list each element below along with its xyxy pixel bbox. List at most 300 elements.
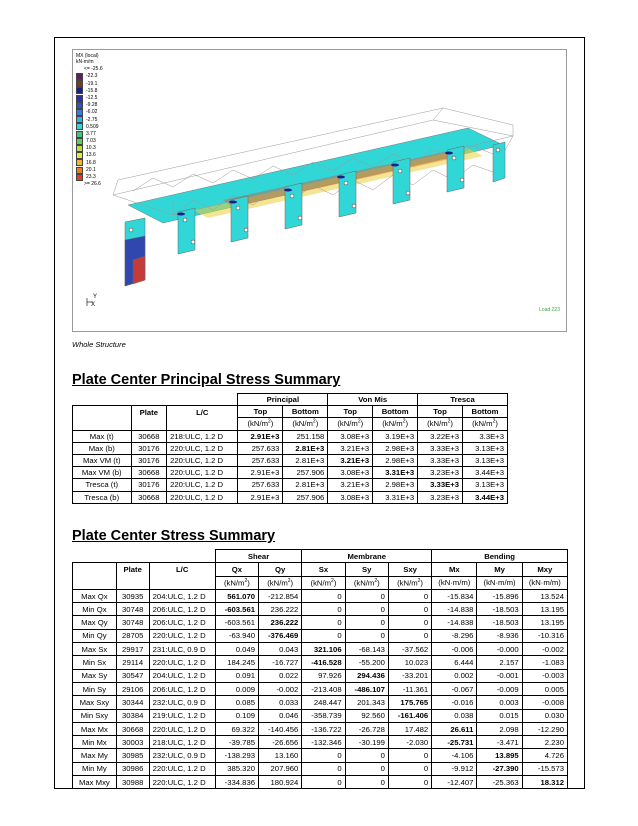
value-cell: -25.731 <box>432 736 477 749</box>
plate-cell: 30668 <box>131 491 167 503</box>
unit-base: (kN/m <box>337 419 358 429</box>
unit-sup: 2 <box>312 418 316 425</box>
value-cell: -0.009 <box>477 682 522 695</box>
unit-cell <box>373 418 418 430</box>
table-row <box>73 682 568 695</box>
value-cell: -0.001 <box>477 669 522 682</box>
table-row <box>73 696 568 709</box>
table-row <box>73 603 568 616</box>
value-cell: 3.13E+3 <box>463 479 508 491</box>
lc-cell: 218:ULC, 1.2 D <box>149 736 215 749</box>
unit-end: ) <box>315 419 319 429</box>
plate-cell: 28705 <box>116 629 149 642</box>
value-cell: -603.561 <box>215 616 258 629</box>
column-header-row <box>73 406 508 418</box>
value-cell: 0.033 <box>259 696 302 709</box>
value-cell: -3.471 <box>477 736 522 749</box>
lc-cell: 219:ULC, 1.2 D <box>149 709 215 722</box>
column-header: Top <box>238 406 283 418</box>
table-row <box>73 669 568 682</box>
unit-cell <box>463 418 508 430</box>
value-cell: -11.361 <box>388 682 431 695</box>
value-cell: -18.503 <box>477 616 522 629</box>
legend-label: 10.3 <box>86 145 96 152</box>
unit-row <box>73 576 568 589</box>
column-header-row <box>73 563 568 576</box>
axis-x-label: X <box>91 302 96 308</box>
value-cell: 0 <box>302 776 345 789</box>
value-cell: 3.21E+3 <box>328 454 373 466</box>
value-cell: 6.444 <box>432 656 477 669</box>
group-header: Tresca <box>418 394 508 406</box>
table-row <box>73 629 568 642</box>
value-cell: 257.906 <box>283 491 328 503</box>
value-cell: 3.33E+3 <box>418 479 463 491</box>
value-cell: 4.726 <box>522 749 567 762</box>
unit-cell <box>215 576 258 589</box>
table-row <box>73 736 568 749</box>
load-case-tag: Load 223 <box>539 307 560 313</box>
column-header: Bottom <box>373 406 418 418</box>
unit-cell <box>388 576 431 589</box>
column-header: My <box>477 563 522 576</box>
legend-label: 7.03 <box>86 138 96 145</box>
value-cell: 0.091 <box>215 669 258 682</box>
value-cell: 257.906 <box>283 467 328 479</box>
unit-sup: 2 <box>417 577 421 584</box>
value-cell: 0 <box>388 629 431 642</box>
plate-cell: 30668 <box>131 467 167 479</box>
row-label: Max Sy <box>73 669 117 682</box>
lc-cell: 231:ULC, 0.9 D <box>149 643 215 656</box>
row-label: Max Mx <box>73 722 117 735</box>
value-cell: 257.633 <box>238 479 283 491</box>
unit-base: (kN/m <box>292 419 313 429</box>
value-cell: -334.836 <box>215 776 258 789</box>
value-cell: 0.002 <box>432 669 477 682</box>
unit-cell <box>328 418 373 430</box>
unit-base: (kN/m <box>427 419 448 429</box>
table-row <box>73 442 508 454</box>
value-cell: 2.098 <box>477 722 522 735</box>
lc-cell: 218:ULC, 1.2 D <box>167 430 238 442</box>
value-cell: -9.912 <box>432 762 477 775</box>
legend-label: -19.1 <box>86 80 98 87</box>
value-cell: -136.722 <box>302 722 345 735</box>
value-cell: 0 <box>388 776 431 789</box>
plate-cell: 30384 <box>116 709 149 722</box>
blank-cell <box>73 418 132 430</box>
value-cell: 385.320 <box>215 762 258 775</box>
plate-cell: 30176 <box>131 454 167 466</box>
lc-cell: 220:ULC, 1.2 D <box>167 491 238 503</box>
value-cell: 3.31E+3 <box>373 467 418 479</box>
column-header: L/C <box>149 563 215 576</box>
column-header: Plate <box>116 563 149 576</box>
lc-cell: 206:ULC, 1.2 D <box>149 616 215 629</box>
lc-cell: 220:ULC, 1.2 D <box>149 722 215 735</box>
value-cell: 3.08E+3 <box>328 430 373 442</box>
value-cell: -25.363 <box>477 776 522 789</box>
value-cell: 0.022 <box>259 669 302 682</box>
value-cell: 97.926 <box>302 669 345 682</box>
unit-cell <box>302 576 345 589</box>
column-header: Bottom <box>463 406 508 418</box>
value-cell: 2.81E+3 <box>283 442 328 454</box>
value-cell: 251.158 <box>283 430 328 442</box>
group-header-row <box>73 394 508 406</box>
lc-cell: 232:ULC, 0.9 D <box>149 749 215 762</box>
blank-cell <box>149 576 215 589</box>
value-cell: 0.015 <box>477 709 522 722</box>
legend-label: 20.1 <box>86 166 96 173</box>
legend-label: -2.75 <box>86 116 98 123</box>
structure-figure <box>72 49 567 332</box>
legend-label: 23.3 <box>86 174 96 181</box>
structure-render <box>73 50 567 332</box>
value-cell: 0.009 <box>215 682 258 695</box>
value-cell: 3.21E+3 <box>328 442 373 454</box>
value-cell: 561.070 <box>215 589 258 602</box>
table-row <box>73 589 568 602</box>
unit-cell: (kN·m/m) <box>432 576 477 589</box>
group-header: Membrane <box>302 550 432 563</box>
unit-row <box>73 418 508 430</box>
unit-end: ) <box>495 419 498 429</box>
value-cell: 3.19E+3 <box>373 430 418 442</box>
blank-cell <box>73 550 216 563</box>
row-label: Min Sy <box>73 682 117 695</box>
row-label: Max Qy <box>73 616 117 629</box>
column-header: Sxy <box>388 563 431 576</box>
row-label: Tresca (t) <box>73 479 132 491</box>
value-cell: 26.611 <box>432 722 477 735</box>
value-cell: 0.003 <box>477 696 522 709</box>
value-cell: -0.002 <box>259 682 302 695</box>
blank-cell <box>73 394 238 406</box>
row-label: Max Qx <box>73 589 117 602</box>
table-row <box>73 709 568 722</box>
value-cell: 3.08E+3 <box>328 467 373 479</box>
value-cell: -212.854 <box>259 589 302 602</box>
blank-cell <box>116 576 149 589</box>
lc-cell: 220:ULC, 1.2 D <box>167 467 238 479</box>
unit-base: (kN/m <box>247 419 268 429</box>
value-cell: 92.560 <box>345 709 388 722</box>
legend-label: -22.3 <box>86 73 98 80</box>
value-cell: 3.21E+3 <box>328 479 373 491</box>
value-cell: 3.44E+3 <box>463 467 508 479</box>
value-cell: -27.390 <box>477 762 522 775</box>
value-cell: 0 <box>388 616 431 629</box>
table-row <box>73 454 508 466</box>
legend-label: 13.6 <box>86 152 96 159</box>
row-label: Max VM (t) <box>73 454 132 466</box>
value-cell: -603.561 <box>215 603 258 616</box>
value-cell: 257.633 <box>238 454 283 466</box>
unit-end: ) <box>360 419 364 429</box>
value-cell: 3.44E+3 <box>463 491 508 503</box>
value-cell: 0 <box>302 603 345 616</box>
unit-cell: (kN·m/m) <box>522 576 567 589</box>
unit-cell: (kN·m/m) <box>477 576 522 589</box>
lc-cell: 204:ULC, 1.2 D <box>149 669 215 682</box>
value-cell: 184.245 <box>215 656 258 669</box>
lc-cell: 220:ULC, 1.2 D <box>167 479 238 491</box>
row-label: Max VM (b) <box>73 467 132 479</box>
plate-cell: 30986 <box>116 762 149 775</box>
value-cell: -15.896 <box>477 589 522 602</box>
unit-cell <box>345 576 388 589</box>
plate-cell: 30748 <box>116 616 149 629</box>
lc-cell: 206:ULC, 1.2 D <box>149 682 215 695</box>
column-header: Top <box>328 406 373 418</box>
value-cell: -15.573 <box>522 762 567 775</box>
value-cell: 0.005 <box>522 682 567 695</box>
unit-sup: 2 <box>244 577 248 584</box>
value-cell: 0.085 <box>215 696 258 709</box>
value-cell: -1.083 <box>522 656 567 669</box>
principal-heading: Plate Center Principal Stress Summary <box>72 372 341 388</box>
legend-label: -6.02 <box>86 109 98 116</box>
legend-label: -12.5 <box>86 94 98 101</box>
value-cell: 3.22E+3 <box>418 430 463 442</box>
value-cell: -0.016 <box>432 696 477 709</box>
legend-label: >= 26.6 <box>84 181 101 188</box>
value-cell: -14.838 <box>432 616 477 629</box>
plate-cell: 30935 <box>116 589 149 602</box>
row-label: Max Sxy <box>73 696 117 709</box>
value-cell: 0 <box>388 589 431 602</box>
value-cell: 0 <box>388 603 431 616</box>
column-header: Mx <box>432 563 477 576</box>
table-row <box>73 430 508 442</box>
blank-cell <box>73 406 132 418</box>
unit-end: ) <box>247 578 250 588</box>
value-cell: -55.200 <box>345 656 388 669</box>
value-cell: -0.000 <box>477 643 522 656</box>
row-label: Max (b) <box>73 442 132 454</box>
value-cell: 13.195 <box>522 603 567 616</box>
value-cell: -213.408 <box>302 682 345 695</box>
value-cell: 3.23E+3 <box>418 467 463 479</box>
column-header: Mxy <box>522 563 567 576</box>
value-cell: -16.727 <box>259 656 302 669</box>
stress-summary-table <box>72 549 568 789</box>
row-label: Min Sxy <box>73 709 117 722</box>
row-label: Max Sx <box>73 643 117 656</box>
value-cell: -10.316 <box>522 629 567 642</box>
legend-label: 3.77 <box>86 130 96 137</box>
unit-base: (kN/m <box>382 419 403 429</box>
value-cell: 294.436 <box>345 669 388 682</box>
legend-unit: kN-m/m <box>76 59 94 66</box>
value-cell: 13.195 <box>522 616 567 629</box>
row-label: Max My <box>73 749 117 762</box>
value-cell: 2.81E+3 <box>283 479 328 491</box>
value-cell: 13.895 <box>477 749 522 762</box>
value-cell: 3.13E+3 <box>463 454 508 466</box>
value-cell: 2.98E+3 <box>373 454 418 466</box>
unit-end: ) <box>377 578 380 588</box>
row-label: Min Qx <box>73 603 117 616</box>
value-cell: 2.98E+3 <box>373 479 418 491</box>
unit-sup: 2 <box>447 418 451 425</box>
row-label: Tresca (b) <box>73 491 132 503</box>
value-cell: -37.562 <box>388 643 431 656</box>
legend-label: <= -25.6 <box>84 66 103 73</box>
blank-cell <box>167 418 238 430</box>
value-cell: 2.98E+3 <box>373 442 418 454</box>
value-cell: 0 <box>302 762 345 775</box>
unit-cell <box>283 418 328 430</box>
value-cell: -63.940 <box>215 629 258 642</box>
value-cell: -12.407 <box>432 776 477 789</box>
group-header-row <box>73 550 568 563</box>
value-cell: 10.023 <box>388 656 431 669</box>
unit-sup: 2 <box>402 418 406 425</box>
lc-cell: 204:ULC, 1.2 D <box>149 589 215 602</box>
value-cell: 3.33E+3 <box>418 442 463 454</box>
value-cell: -486.107 <box>345 682 388 695</box>
unit-end: ) <box>290 578 294 588</box>
row-label: Min Qy <box>73 629 117 642</box>
value-cell: 175.765 <box>388 696 431 709</box>
plate-cell: 30668 <box>116 722 149 735</box>
column-header: Qx <box>215 563 258 576</box>
lc-cell: 220:ULC, 1.2 D <box>149 762 215 775</box>
row-label: Max (t) <box>73 430 132 442</box>
unit-sup: 2 <box>374 577 378 584</box>
value-cell: 0 <box>388 749 431 762</box>
value-cell: 69.322 <box>215 722 258 735</box>
value-cell: -39.785 <box>215 736 258 749</box>
value-cell: -376.469 <box>259 629 302 642</box>
plate-cell: 30547 <box>116 669 149 682</box>
plate-cell: 30988 <box>116 776 149 789</box>
group-header: Shear <box>215 550 302 563</box>
unit-base: (kN/m <box>397 578 418 588</box>
value-cell: -138.293 <box>215 749 258 762</box>
unit-sup: 2 <box>287 577 291 584</box>
value-cell: 0.038 <box>432 709 477 722</box>
value-cell: -2.030 <box>388 736 431 749</box>
lc-cell: 220:ULC, 1.2 D <box>149 656 215 669</box>
unit-end: ) <box>333 578 337 588</box>
value-cell: 2.91E+3 <box>238 430 283 442</box>
plate-cell: 30176 <box>131 479 167 491</box>
value-cell: -12.290 <box>522 722 567 735</box>
value-cell: -26.656 <box>259 736 302 749</box>
plate-cell: 30985 <box>116 749 149 762</box>
table-row <box>73 616 568 629</box>
lc-cell: 220:ULC, 1.2 D <box>167 442 238 454</box>
legend-label: 16.8 <box>86 159 96 166</box>
column-header: Bottom <box>283 406 328 418</box>
plate-cell: 29917 <box>116 643 149 656</box>
table-row <box>73 467 508 479</box>
value-cell: -15.834 <box>432 589 477 602</box>
plate-cell: 30668 <box>131 430 167 442</box>
axis-y-label: Y <box>93 294 98 300</box>
value-cell: -30.199 <box>345 736 388 749</box>
table-row <box>73 656 568 669</box>
value-cell: 0.109 <box>215 709 258 722</box>
column-header: L/C <box>167 406 238 418</box>
table-row <box>73 491 508 503</box>
value-cell: 0 <box>345 762 388 775</box>
value-cell: -8.296 <box>432 629 477 642</box>
value-cell: 0.049 <box>215 643 258 656</box>
value-cell: 2.230 <box>522 736 567 749</box>
column-header: Sy <box>345 563 388 576</box>
lc-cell: 220:ULC, 1.2 D <box>149 629 215 642</box>
value-cell: -33.201 <box>388 669 431 682</box>
value-cell: -140.456 <box>259 722 302 735</box>
table-row <box>73 749 568 762</box>
column-header: Plate <box>131 406 167 418</box>
value-cell: 0 <box>345 629 388 642</box>
plate-cell: 30003 <box>116 736 149 749</box>
unit-sup: 2 <box>357 418 361 425</box>
value-cell: 248.447 <box>302 696 345 709</box>
value-cell: -68.143 <box>345 643 388 656</box>
column-header: Top <box>418 406 463 418</box>
blank-cell <box>131 418 167 430</box>
plate-cell: 29114 <box>116 656 149 669</box>
row-label: Min Sx <box>73 656 117 669</box>
legend-title: MX (local) <box>76 53 99 59</box>
column-header: Qy <box>259 563 302 576</box>
unit-base: (kN/m <box>353 578 375 588</box>
value-cell: 0 <box>345 749 388 762</box>
value-cell: 2.157 <box>477 656 522 669</box>
plate-cell: 30176 <box>131 442 167 454</box>
value-cell: -161.406 <box>388 709 431 722</box>
row-label: Min My <box>73 762 117 775</box>
lc-cell: 220:ULC, 1.2 D <box>167 454 238 466</box>
value-cell: 257.633 <box>238 442 283 454</box>
group-header: Von Mis <box>328 394 418 406</box>
value-cell: 0 <box>388 762 431 775</box>
table-row <box>73 643 568 656</box>
legend-label: 0.509 <box>86 123 99 130</box>
group-header: Principal <box>238 394 328 406</box>
value-cell: -14.838 <box>432 603 477 616</box>
lc-cell: 220:ULC, 1.2 D <box>149 776 215 789</box>
value-cell: 0 <box>302 629 345 642</box>
value-cell: -26.728 <box>345 722 388 735</box>
value-cell: 0 <box>345 616 388 629</box>
unit-base: (kN/m <box>267 578 288 588</box>
value-cell: -0.067 <box>432 682 477 695</box>
value-cell: 201.343 <box>345 696 388 709</box>
value-cell: -416.528 <box>302 656 345 669</box>
value-cell: 0.030 <box>522 709 567 722</box>
lc-cell: 206:ULC, 1.2 D <box>149 603 215 616</box>
blank-cell <box>73 563 117 576</box>
value-cell: 3.23E+3 <box>418 491 463 503</box>
unit-end: ) <box>450 419 453 429</box>
column-header: Sx <box>302 563 345 576</box>
value-cell: 0.043 <box>259 643 302 656</box>
value-cell: 0 <box>345 589 388 602</box>
unit-base: (kN/m <box>310 578 332 588</box>
value-cell: 13.160 <box>259 749 302 762</box>
value-cell: 207.960 <box>259 762 302 775</box>
stress-heading: Plate Center Stress Summary <box>72 528 276 544</box>
lc-cell: 232:ULC, 0.9 D <box>149 696 215 709</box>
